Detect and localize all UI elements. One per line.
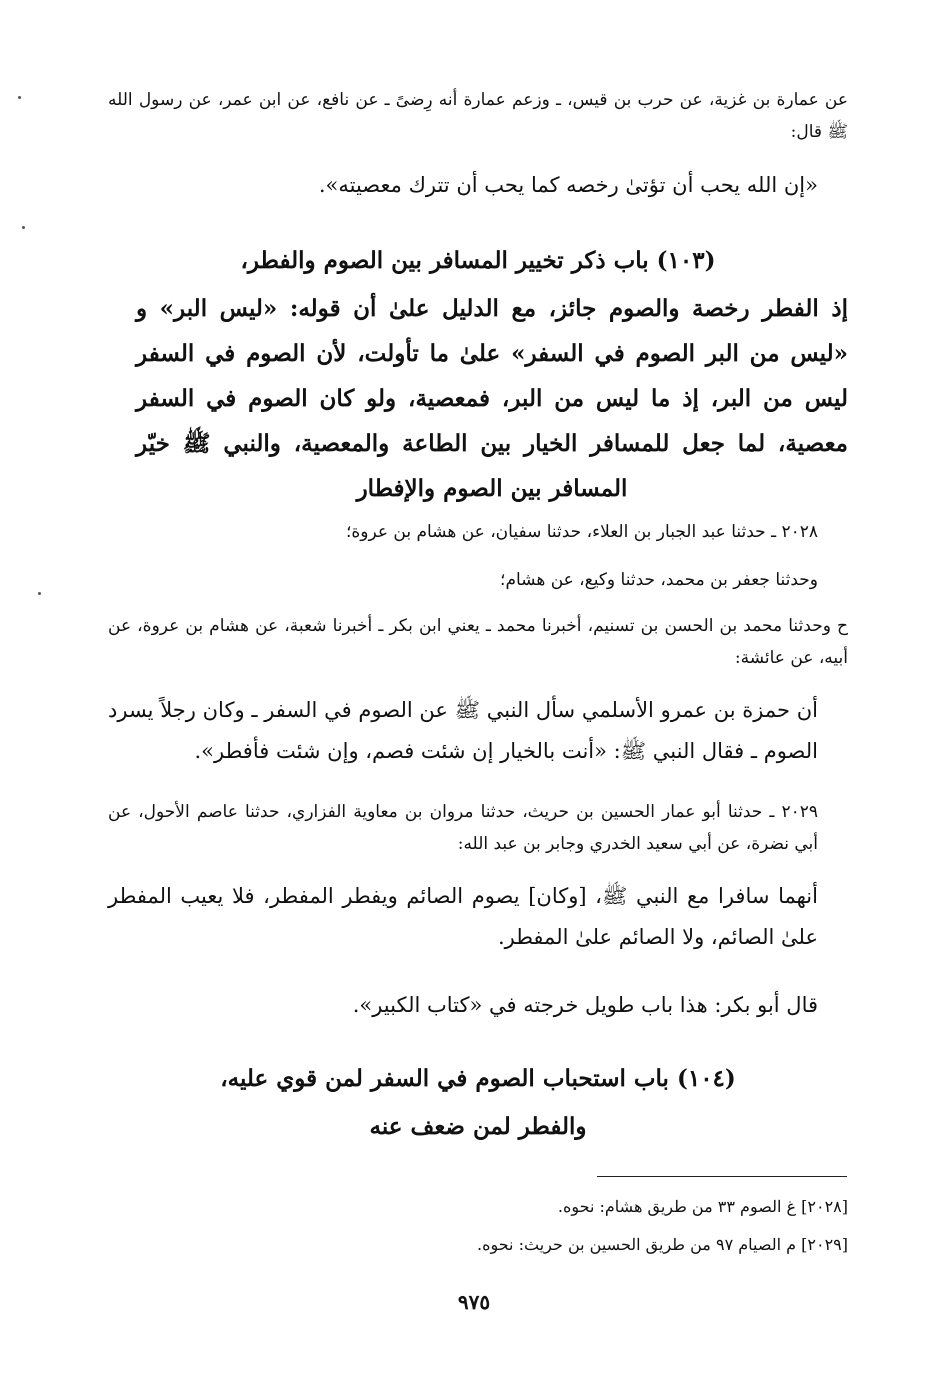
- scan-speck: [22, 226, 25, 229]
- hadith-2029-note: قال أبو بكر: هذا باب طويل خرجته في «كتاب الكبير».: [352, 993, 818, 1017]
- hadith-2028-isnad-3: ح وحدثنا محمد بن الحسن بن تسنيم، أخبرنا محمد ـ يعني ابن بكر ـ أخبرنا شعبة، عن هشام بن عروة، عن أبيه، عن عائشة:: [108, 616, 848, 668]
- intro-matn: «إن الله يحب أن تؤتىٰ رخصه كما يحب أن تترك معصيته».: [318, 173, 818, 197]
- footnote-2028: [٢٠٢٨] غ الصوم ٣٣ من طريق هشام: نحوه.: [557, 1197, 848, 1216]
- hadith-2028-isnad-2: وحدثنا جعفر بن محمد، حدثنا وكيع، عن هشام؛: [500, 570, 818, 590]
- page-number: ٩٧٥: [457, 1290, 491, 1314]
- scan-speck: [38, 592, 41, 595]
- footnote-divider: [597, 1176, 847, 1177]
- chapter-104-title-line-2: والفطر لمن ضعف عنه: [369, 1113, 587, 1140]
- chapter-104-title-line-1: (١٠٤) باب استحباب الصوم في السفر لمن قوي عليه،: [220, 1065, 736, 1092]
- hadith-2029-matn: أنهما سافرا مع النبي ﷺ، [وكان] يصوم الصائم ويفطر المفطر، فلا يعيب المفطر علىٰ الصائم، ولا الصائم علىٰ المفطر.: [108, 884, 818, 949]
- hadith-2028-matn: أن حمزة بن عمرو الأسلمي سأل النبي ﷺ عن الصوم في السفر ـ وكان رجلاً يسرد الصوم ـ فقال النبي ﷺ: «أنت بالخيار إن شئت فصم، وإن شئت فأفطر».: [108, 698, 818, 763]
- intro-isnad: عن عمارة بن غزية، عن حرب بن قيس، ـ وزعم عمارة أنه رِضىً ـ عن نافع، عن ابن عمر، عن رسول الله ﷺ قال:: [108, 90, 848, 142]
- hadith-2029-isnad: ٢٠٢٩ ـ حدثنا أبو عمار الحسين بن حريث، حدثنا مروان بن معاوية الفزاري، حدثنا عاصم الأحول، عن أبي نضرة، عن أبي سعيد الخدري وجابر بن عبد الله:: [108, 802, 818, 854]
- scan-speck: [18, 96, 21, 99]
- chapter-103-title: (١٠٣) باب ذكر تخيير المسافر بين الصوم والفطر،: [240, 247, 716, 274]
- hadith-2028-isnad-1: ٢٠٢٨ ـ حدثنا عبد الجبار بن العلاء، حدثنا سفيان، عن هشام بن عروة؛: [345, 522, 818, 542]
- footnote-2029: [٢٠٢٩] م الصيام ٩٧ من طريق الحسين بن حريث: نحوه.: [476, 1235, 848, 1254]
- chapter-103-body: إذ الفطر رخصة والصوم جائز، مع الدليل علىٰ أن قوله: «ليس البر» و «ليس من البر الصوم في السفر» علىٰ ما تأولت، لأن الصوم في السفر ليس من البر، إذ ما ليس من البر، فمعصية، ولو كان الصوم في السفر معصية، لما جعل للمسافر الخيار بين الطاعة والمعصية، والنبي ﷺ خيّر المسافر بين الصوم والإفطار: [136, 295, 848, 502]
